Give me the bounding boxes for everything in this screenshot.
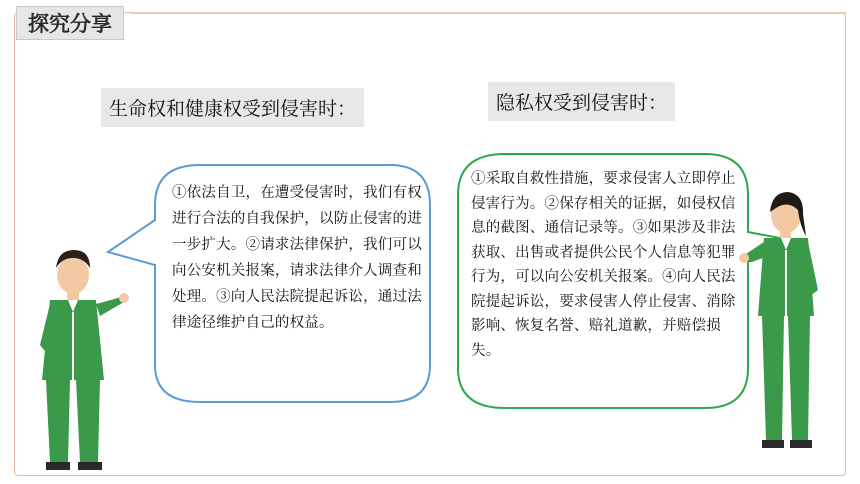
right-bubble-text: ①采取自救性措施，要求侵害人立即停止侵害行为。②保存相关的证据，如侵权信息的截图、通信记录等。③如果涉及非法获取、出售或者提供公民个人信息等犯罪行为，可以向公安机关报案。④向人民法院提起诉讼，要求侵害人停止侵害、消除影响、恢复名誉、赔礼道歉，并赔偿损失。 (471, 171, 736, 359)
left-bubble-text: ①依法自卫，在遭受侵害时，我们有权进行合法的自我保护，以防止侵害的进一步扩大。②请求法律保护，我们可以向公安机关报案，请求法律介人调查和处理。③向人民法院提起诉讼，通过法律途径维护自己的权益。 (172, 185, 422, 331)
boy-figure (40, 250, 129, 470)
left-topic-label: 生命权和健康权受到侵害时： (101, 88, 364, 127)
girl-figure (739, 192, 818, 448)
section-title: 探究分享 (16, 6, 124, 40)
right-topic-label: 隐私权受到侵害时： (488, 82, 675, 121)
